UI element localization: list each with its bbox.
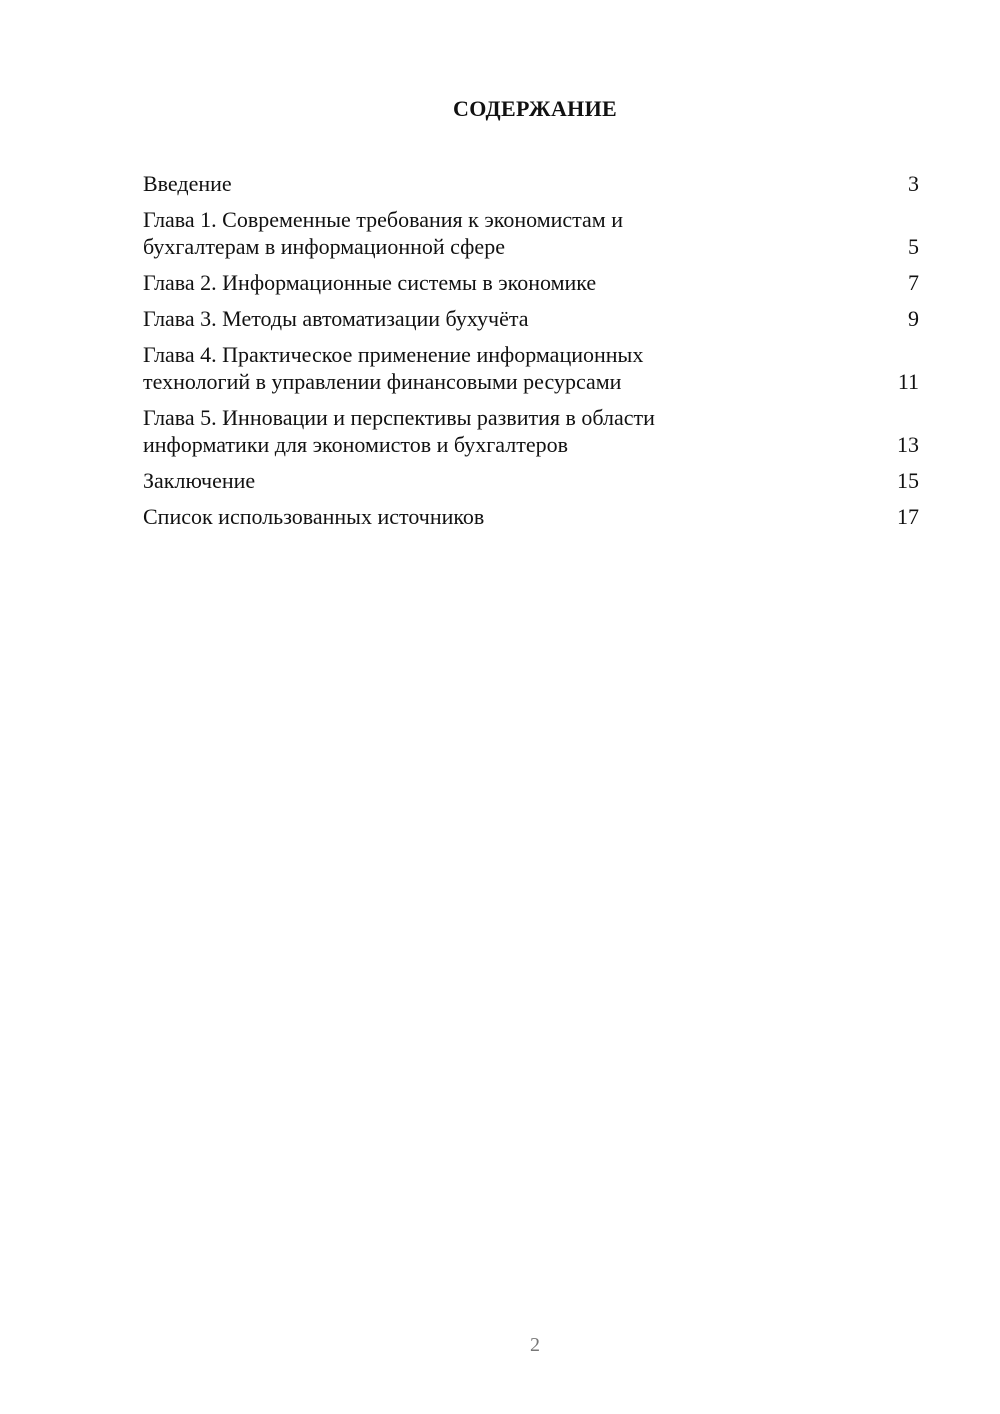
toc-entry-page: 17 <box>897 504 919 529</box>
toc-entry-page: 11 <box>897 369 919 394</box>
toc-entry-label: Глава 3. Методы автоматизации бухучёта <box>143 306 529 331</box>
toc-entry-page: 15 <box>897 468 919 493</box>
toc-entry-chapter-3[interactable] <box>143 305 919 332</box>
toc-entry-introduction[interactable] <box>143 170 919 197</box>
toc-entry-references[interactable] <box>143 503 919 530</box>
toc-entry-label: Глава 4. Практическое применение информационных технологий в управлении финансовыми ресурсами <box>143 342 644 394</box>
page-number: 2 <box>530 1334 540 1356</box>
toc-entry-page: 13 <box>897 432 919 457</box>
toc-entry-page: 3 <box>908 171 919 196</box>
toc-entry-chapter-2[interactable] <box>143 269 919 296</box>
toc-entry-label: Введение <box>143 171 232 196</box>
toc-entry-label: Заключение <box>143 468 256 493</box>
toc-entry-page: 7 <box>908 270 919 295</box>
table-of-contents <box>143 170 919 539</box>
toc-entry-label: Глава 2. Информационные системы в экономике <box>143 270 597 295</box>
toc-entry-chapter-4[interactable] <box>143 341 919 395</box>
toc-entry-page: 5 <box>908 234 919 259</box>
toc-entry-label: Глава 5. Инновации и перспективы развития в области информатики для экономистов и бухгалтеров <box>143 405 655 457</box>
toc-entry-chapter-5[interactable] <box>143 404 919 458</box>
toc-entry-label: Глава 1. Современные требования к экономистам и бухгалтерам в информационной сфере <box>143 207 624 259</box>
toc-entry-label: Список использованных источников <box>143 504 485 529</box>
toc-entry-conclusion[interactable] <box>143 467 919 494</box>
toc-entry-page: 9 <box>908 306 919 331</box>
toc-entry-chapter-1[interactable] <box>143 206 919 260</box>
page-title: СОДЕРЖАНИЕ <box>453 96 617 121</box>
